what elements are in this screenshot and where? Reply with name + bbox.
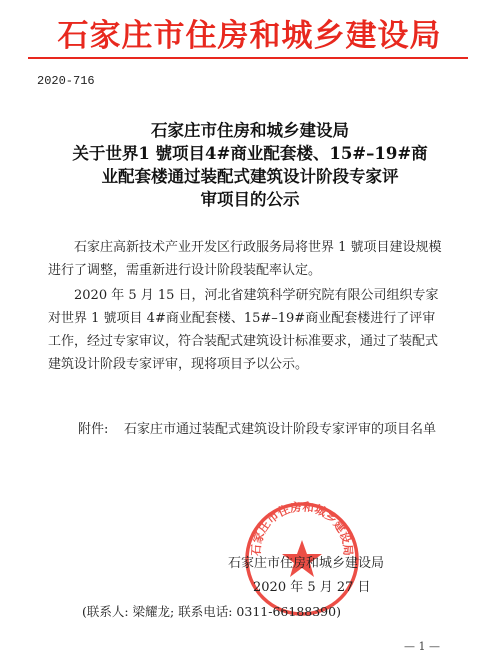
title-line-4: 审项目的公示	[200, 190, 300, 209]
attachment-text: 石家庄市通过装配式建筑设计阶段专家评审的项目名单	[124, 422, 437, 437]
letterhead-divider	[28, 57, 468, 59]
attachment-label: 附件:	[78, 422, 109, 437]
page-number: — 1 —	[404, 640, 440, 653]
body-paragraph-1: 石家庄高新技术产业开发区行政服务局将世界 1 號项目建设规模进行了调整，需重新进行设计阶段装配率认定。	[48, 240, 442, 279]
seal-text: 石家庄市住房和城乡建设局	[248, 500, 356, 557]
document-body	[48, 236, 448, 377]
letterhead-title: 石家庄市住房和城乡建设局	[57, 18, 442, 54]
signature-date: 2020 年 5 月 27 日	[253, 580, 371, 595]
document-title	[40, 119, 460, 211]
document-number: 2020-716	[37, 74, 95, 88]
contact-info: (联系人: 梁耀龙; 联系电话: 0311-66188390)	[82, 604, 341, 619]
title-line-1: 石家庄市住房和城乡建设局	[151, 121, 349, 140]
title-line-2: 关于世界1 號项目4#商业配套楼、15#–19#商	[72, 144, 428, 163]
title-line-3: 业配套楼通过装配式建筑设计阶段专家评	[101, 167, 399, 186]
signature-organization: 石家庄市住房和城乡建设局	[228, 556, 385, 571]
attachment-note	[78, 418, 450, 441]
body-paragraph-2: 2020 年 5 月 15 日，河北省建筑科学研究院有限公司组织专家对世界 1 號项目 4#商业配套楼、15#–19#商业配套楼进行了评审工作，经过专家审议，符合装配式建筑设计标准要求，通过了装配式建筑设计阶段专家评审，现将项目予以公示。	[48, 287, 439, 373]
